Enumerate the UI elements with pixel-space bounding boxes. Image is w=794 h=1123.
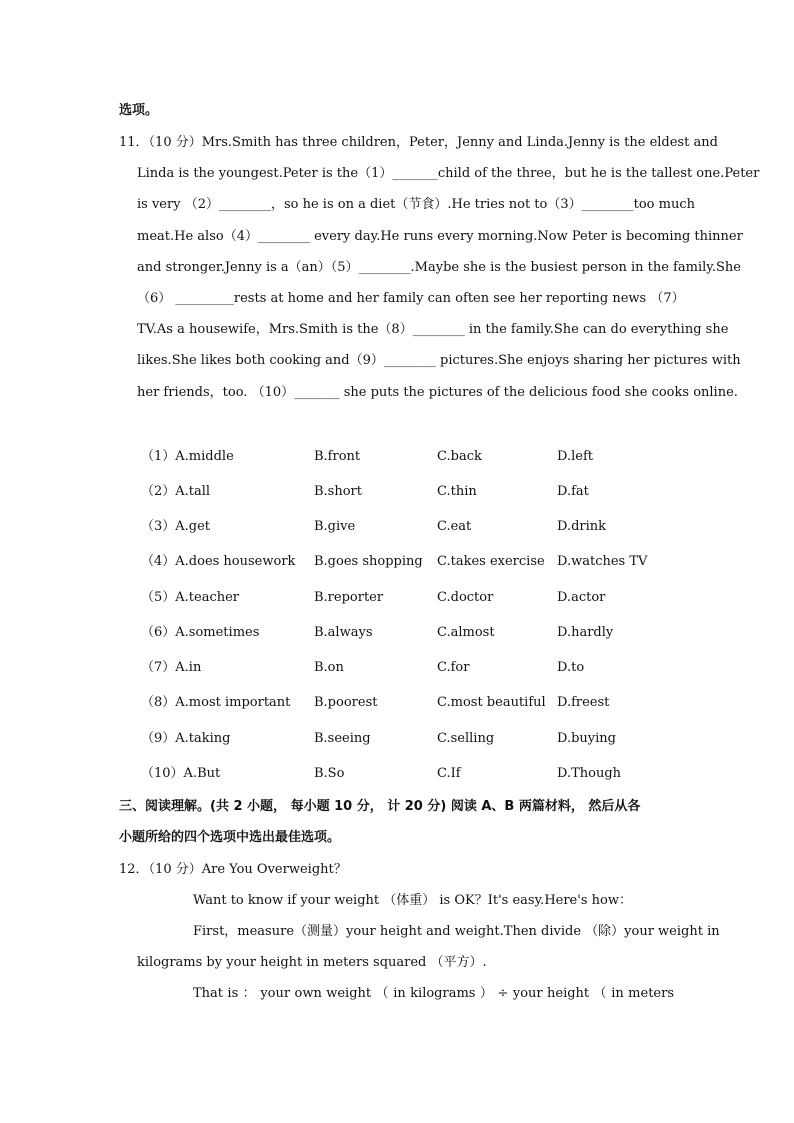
- q11-option-5a: （5）A.teacher: [141, 590, 240, 605]
- q11-option-1a: （1）A.middle: [141, 449, 234, 464]
- q11-option-1b: B.front: [314, 449, 361, 464]
- q11-option-9a: （9）A.taking: [141, 731, 231, 746]
- q11-option-10c: C.If: [437, 766, 461, 781]
- q11-option-3a: （3）A.get: [141, 519, 211, 534]
- q11-line-9: her friends，too. （10）_______ she puts the pictures of the delicious food she cooks online.: [137, 385, 738, 400]
- q11-line-6: （6） _________rests at home and her family can often see her reporting news （7）: [137, 291, 685, 306]
- previous-question-tail: 选项。: [119, 103, 159, 118]
- q11-option-4b: B.goes shopping: [314, 554, 423, 569]
- q11-option-8a: （8）A.most important: [141, 695, 291, 710]
- q11-option-7d: D.to: [557, 660, 585, 675]
- q11-option-5c: C.doctor: [437, 590, 494, 605]
- q11-line-1: 11．（10 分）Mrs.Smith has three children，Peter，Jenny and Linda.Jenny is the eldest and: [119, 135, 718, 150]
- q11-option-6a: （6）A.sometimes: [141, 625, 260, 640]
- q11-option-9b: B.seeing: [314, 731, 371, 746]
- q11-option-7c: C.for: [437, 660, 470, 675]
- q11-line-7: TV.As a housewife，Mrs.Smith is the（8）________ in the family.She can do everything she: [137, 322, 729, 337]
- q11-option-6d: D.hardly: [557, 625, 614, 640]
- q11-line-4: meat.He also（4）________ every day.He runs every morning.Now Peter is becoming thinner: [137, 229, 743, 244]
- q11-option-2b: B.short: [314, 484, 362, 499]
- q11-option-1c: C.back: [437, 449, 482, 464]
- q11-option-3b: B.give: [314, 519, 356, 534]
- q11-option-8d: D.freest: [557, 695, 610, 710]
- q12-line-2: First，measure（测量）your height and weight.Then divide （除）your weight in: [193, 924, 720, 939]
- q12-line-1: Want to know if your weight （体重） is OK？It's easy.Here's how：: [193, 893, 632, 908]
- q11-option-4a: （4）A.does housework: [141, 554, 296, 569]
- q11-line-5: and stronger.Jenny is a（an）（5）________.Maybe she is the busiest person in the family.She: [137, 260, 741, 275]
- q11-option-2c: C.thin: [437, 484, 477, 499]
- q11-option-2a: （2）A.tall: [141, 484, 211, 499]
- q11-option-4d: D.watches TV: [557, 554, 648, 569]
- q11-option-10d: D.Though: [557, 766, 622, 781]
- q11-option-9d: D.buying: [557, 731, 616, 746]
- q12-line-4: That is ： your own weight （ in kilograms ） ÷ your height （ in meters: [193, 986, 674, 1001]
- q11-option-6b: B.always: [314, 625, 373, 640]
- q11-option-4c: C.takes exercise: [437, 554, 545, 569]
- q11-option-2d: D.fat: [557, 484, 589, 499]
- q11-option-3c: C.eat: [437, 519, 472, 534]
- q12-title: 12．（10 分）Are You Overweight？: [119, 862, 347, 877]
- q11-option-8c: C.most beautiful: [437, 695, 546, 710]
- q11-option-5b: B.reporter: [314, 590, 384, 605]
- q11-option-7b: B.on: [314, 660, 344, 675]
- q11-line-2: Linda is the youngest.Peter is the（1）_______child of the three，but he is the tallest one.Peter: [137, 166, 760, 181]
- q11-option-3d: D.drink: [557, 519, 607, 534]
- q11-option-6c: C.almost: [437, 625, 495, 640]
- q11-option-10b: B.So: [314, 766, 345, 781]
- section-3-heading-line-1: 三、阅读理解。(共 2 小题， 每小题 10 分， 计 20 分) 阅读 A、B 两篇材料， 然后从各: [119, 799, 641, 814]
- q11-option-9c: C.selling: [437, 731, 495, 746]
- q11-line-3: is very （2）________，so he is on a diet（节食）.He tries not to（3）________too much: [137, 197, 695, 212]
- q11-option-7a: （7）A.in: [141, 660, 202, 675]
- q11-line-8: likes.She likes both cooking and（9）________ pictures.She enjoys sharing her pictures with: [137, 353, 741, 368]
- q11-option-5d: D.actor: [557, 590, 606, 605]
- q11-option-8b: B.poorest: [314, 695, 378, 710]
- q11-option-1d: D.left: [557, 449, 593, 464]
- section-3-heading-line-2: 小题所给的四个选项中选出最佳选项。: [119, 830, 341, 845]
- q12-line-3: kilograms by your height in meters squared （平方）.: [137, 955, 487, 970]
- q11-option-10a: （10）A.But: [141, 766, 221, 781]
